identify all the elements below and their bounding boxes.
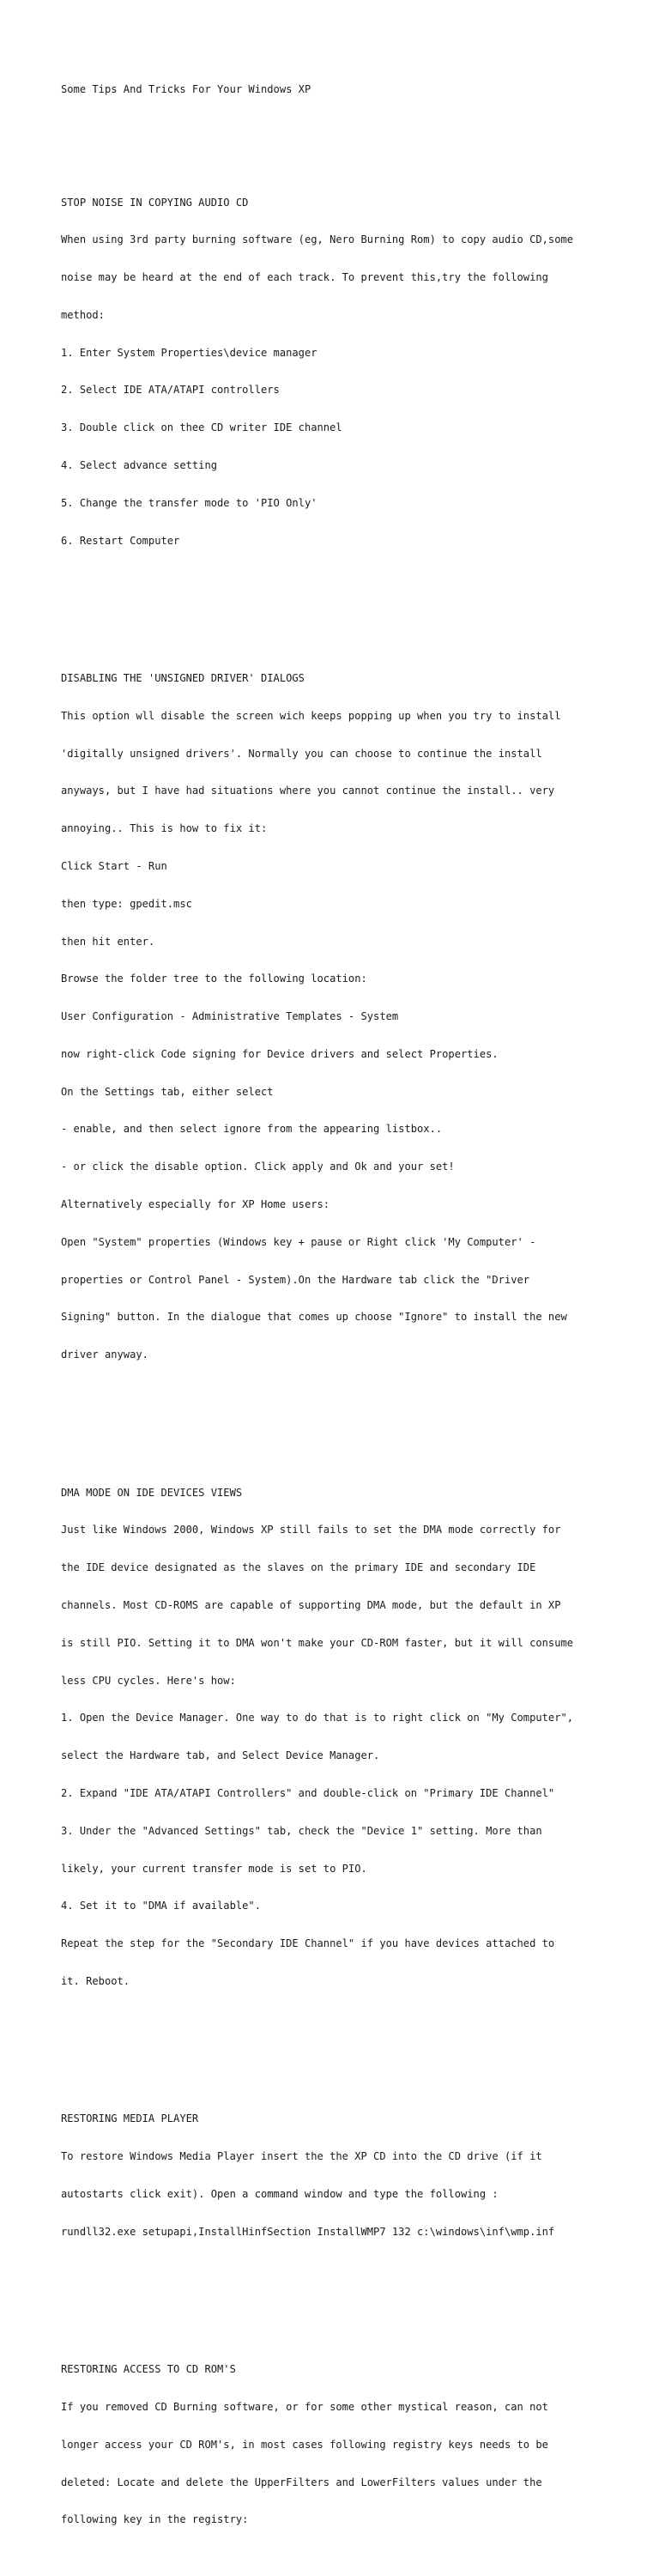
text-line: rundll32.exe setupapi,InstallHinfSection InstallWMP7 132 c:\windows\inf\wmp.inf [61, 2225, 555, 2238]
section-cd-rom-access [61, 2338, 625, 2551]
section-heading: DMA MODE ON IDE DEVICES VIEWS [61, 1486, 243, 1499]
section-heading: STOP NOISE IN COPYING AUDIO CD [61, 196, 249, 209]
spacer [61, 597, 625, 610]
text-line: Just like Windows 2000, Windows XP still fails to set the DMA mode correctly for [61, 1524, 561, 1537]
section-heading: DISABLING THE 'UNSIGNED DRIVER' DIALOGS [61, 672, 305, 685]
spacer [61, 2038, 625, 2051]
text-line: Alternatively especially for XP Home users: [61, 1198, 330, 1211]
text-line: 1. Enter System Properties\device manager [61, 346, 317, 359]
section-unsigned-driver [61, 647, 625, 1386]
text-line: Browse the folder tree to the following location: [61, 973, 367, 985]
text-line: the IDE device designated as the slaves on the primary IDE and secondary IDE [61, 1561, 536, 1574]
text-line: select the Hardware tab, and Select Device Manager. [61, 1749, 380, 1762]
document-body [61, 58, 625, 2576]
text-line: method: [61, 308, 105, 321]
text-line: it. Reboot. [61, 1974, 130, 1987]
text-line: 4. Select advance setting [61, 459, 218, 471]
text-line: 2. Select IDE ATA/ATAPI controllers [61, 384, 280, 397]
section-dma-mode [61, 1462, 625, 2013]
spacer [61, 121, 625, 134]
text-line: When using 3rd party burning software (eg, Nero Burning Rom) to copy audio CD,some [61, 233, 574, 246]
spacer [61, 2288, 625, 2301]
section-stop-noise [61, 171, 625, 572]
text-line: autostarts click exit). Open a command window and type the following : [61, 2187, 499, 2200]
text-line: Click Start - Run [61, 860, 167, 872]
text-line: channels. Most CD-ROMS are capable of supporting DMA mode, but the default in XP [61, 1599, 561, 1612]
text-line: 'digitally unsigned drivers'. Normally you can choose to continue the install [61, 747, 542, 760]
text-line: less CPU cycles. Here's how: [61, 1674, 236, 1687]
spacer [61, 1411, 625, 1424]
text-line: then hit enter. [61, 935, 155, 948]
text-line: To restore Windows Media Player insert the the XP CD into the CD drive (if it [61, 2150, 542, 2163]
text-line: driver anyway. [61, 1349, 148, 1361]
text-line: This option wll disable the screen wich keeps popping up when you try to install [61, 709, 561, 722]
section-heading: RESTORING MEDIA PLAYER [61, 2112, 199, 2125]
text-line: - or click the disable option. Click apply and Ok and your set! [61, 1161, 455, 1173]
text-line: deleted: Locate and delete the UpperFilters and LowerFilters values under the [61, 2476, 542, 2488]
text-line: 4. Set it to "DMA if available". [61, 1900, 261, 1912]
text-line: 6. Restart Computer [61, 534, 180, 547]
text-line: following key in the registry: [61, 2513, 249, 2526]
text-line: is still PIO. Setting it to DMA won't make your CD-ROM faster, but it will consume [61, 1636, 574, 1649]
text-line: annoying.. This is how to fix it: [61, 822, 268, 835]
document-title: Some Tips And Tricks For Your Windows XP [61, 83, 311, 96]
text-line: On the Settings tab, either select [61, 1085, 274, 1098]
text-line: likely, your current transfer mode is set to PIO. [61, 1862, 367, 1875]
text-line: Open "System" properties (Windows key + pause or Right click 'My Computer' - [61, 1235, 536, 1248]
section-heading: RESTORING ACCESS TO CD ROM'S [61, 2363, 236, 2376]
text-line: - enable, and then select ignore from the appearing listbox.. [61, 1123, 443, 1136]
text-line: 3. Double click on thee CD writer IDE channel [61, 421, 342, 434]
text-line: If you removed CD Burning software, or for some other mystical reason, can not [61, 2401, 548, 2414]
text-line: 1. Open the Device Manager. One way to do that is to right click on "My Computer", [61, 1712, 574, 1724]
text-line: 2. Expand "IDE ATA/ATAPI Controllers" and double-click on "Primary IDE Channel" [61, 1786, 555, 1799]
text-line: then type: gpedit.msc [61, 897, 192, 910]
text-line: anyways, but I have had situations where you cannot continue the install.. very [61, 785, 555, 797]
text-line: User Configuration - Administrative Templates - System [61, 1010, 399, 1023]
text-line: Signing" button. In the dialogue that comes up choose "Ignore" to install the new [61, 1311, 567, 1324]
section-media-player [61, 2088, 625, 2263]
text-line: Repeat the step for the "Secondary IDE Channel" if you have devices attached to [61, 1937, 555, 1950]
text-line: 3. Under the "Advanced Settings" tab, check the "Device 1" setting. More than [61, 1824, 542, 1837]
text-line: longer access your CD ROM's, in most cases following registry keys needs to be [61, 2438, 548, 2451]
text-line: properties or Control Panel - System).On the Hardware tab click the "Driver [61, 1273, 530, 1286]
text-line: now right-click Code signing for Device drivers and select Properties. [61, 1047, 499, 1060]
text-line: noise may be heard at the end of each track. To prevent this,try the following [61, 271, 548, 284]
text-line: 5. Change the transfer mode to 'PIO Only' [61, 496, 317, 509]
